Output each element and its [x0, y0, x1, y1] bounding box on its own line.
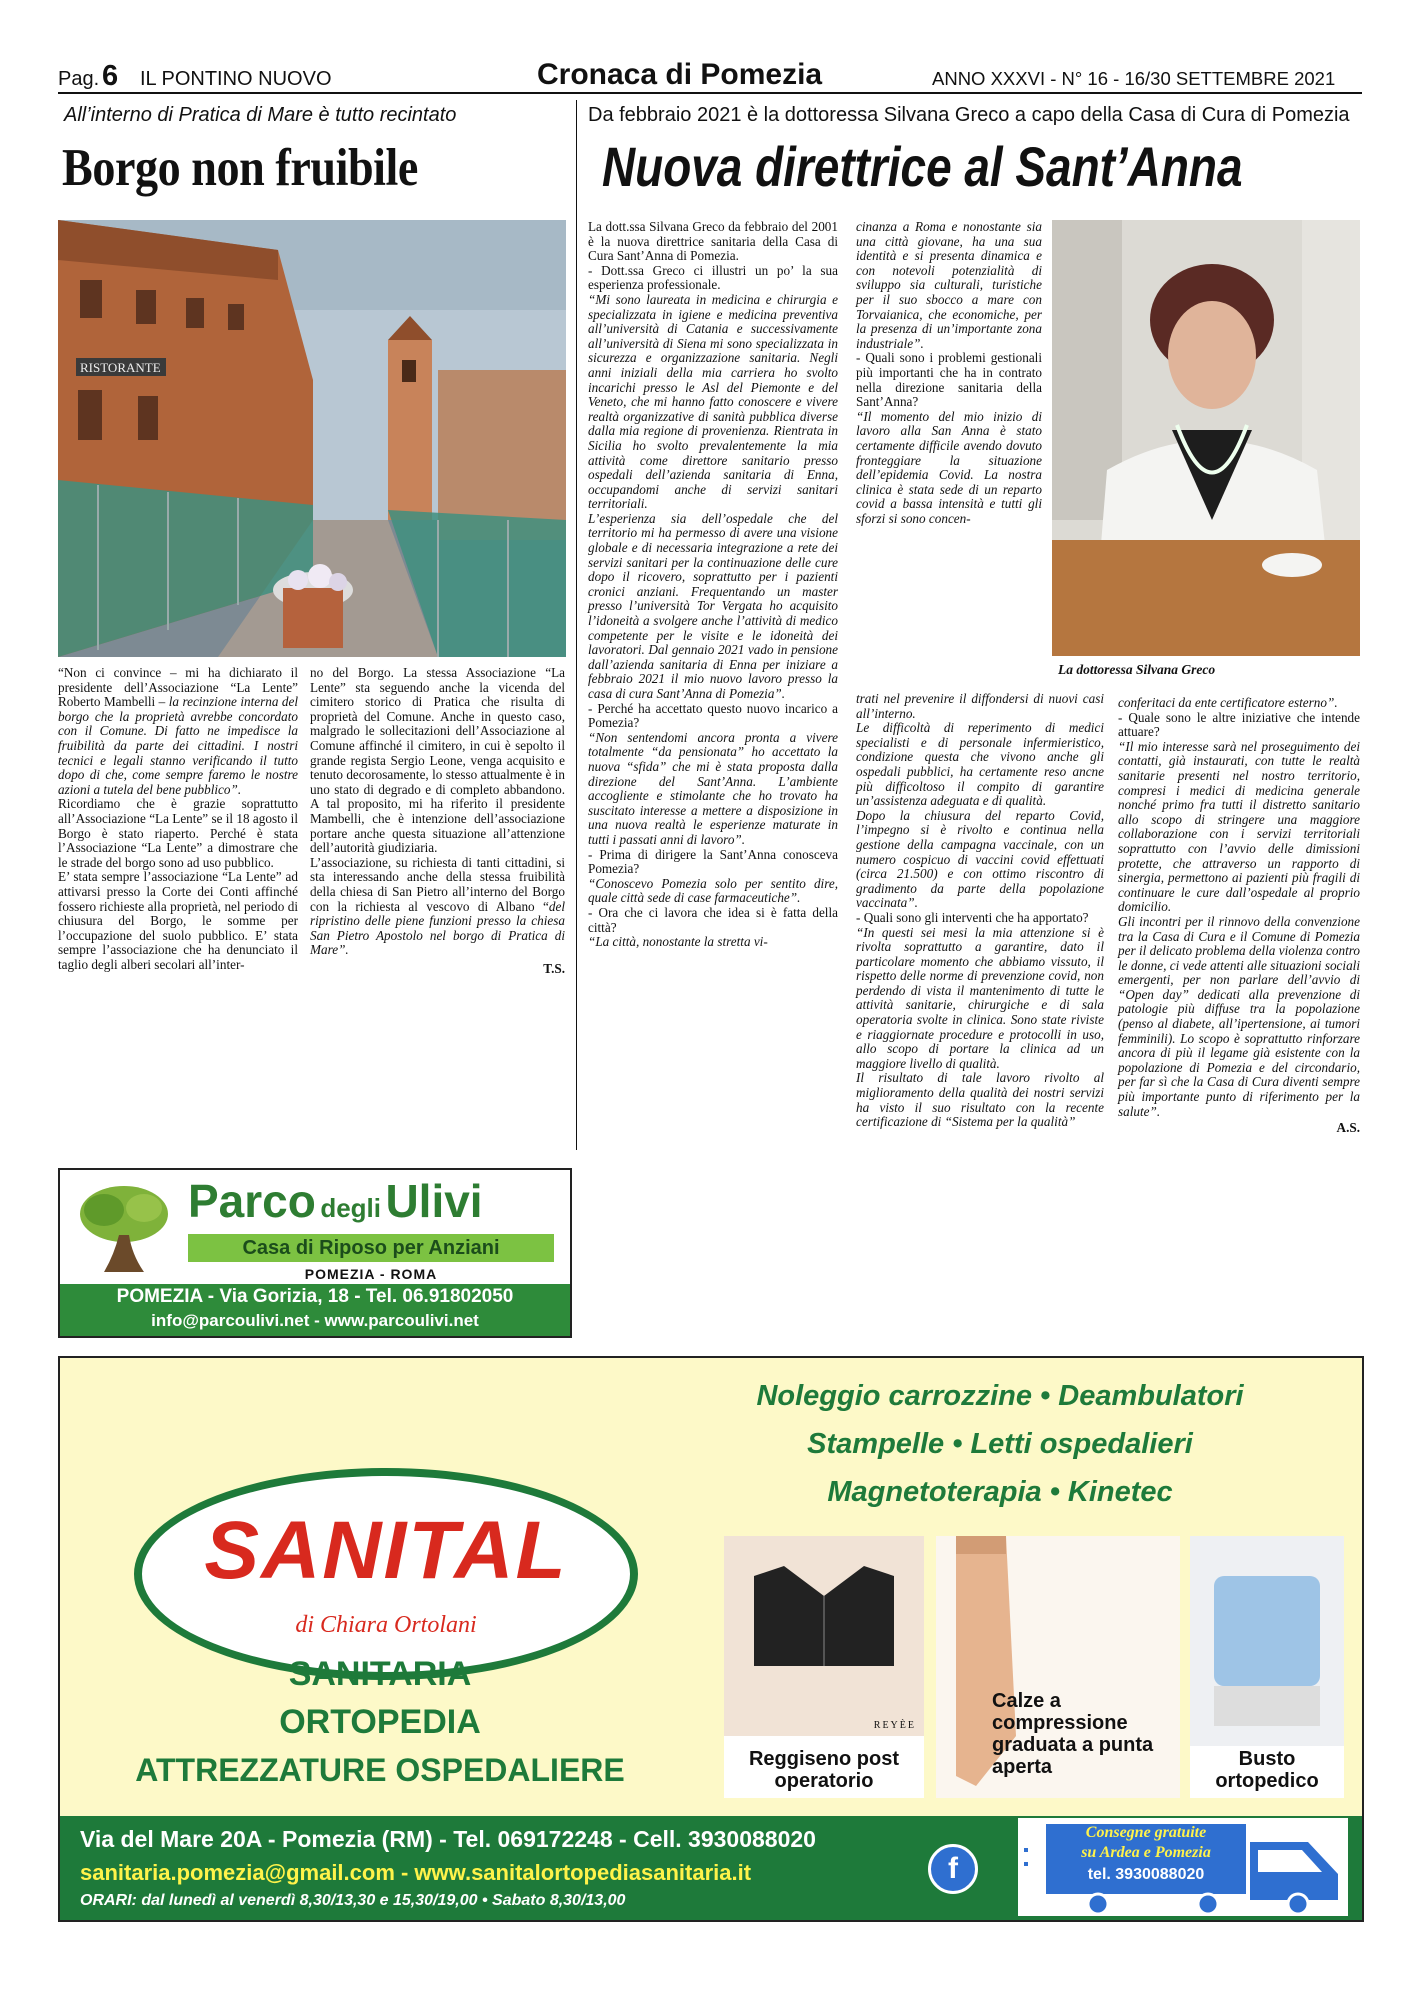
left-signature: T.S.: [543, 960, 565, 976]
service-line-3: Magnetoterapia • Kinetec: [827, 1476, 1173, 1508]
facebook-icon[interactable]: f: [928, 1844, 978, 1894]
parco-name: Parco degli Ulivi: [188, 1175, 483, 1227]
borgo-illustration: [58, 220, 566, 657]
column-divider: [576, 100, 577, 1150]
greco-photo: [1052, 220, 1360, 656]
sanital-contact-band: [60, 1816, 1362, 1920]
section-title: Cronaca di Pomezia: [537, 58, 823, 91]
brace-icon: [1190, 1536, 1344, 1746]
delivery-text-2: su Ardea e Pomezia: [1081, 1844, 1211, 1861]
page-label: Pag.: [58, 68, 100, 90]
header-rule: [58, 92, 1362, 94]
right-col-1: La dott.ssa Silvana Greco da febbraio del 2001 è la nuova direttrice sanitaria della Casa di Cura Sant’Anna di Pomezia. - Dott.ssa Greco ci illustri un po’ la sua esperienza professionale. “Mi sono laureata in medicina e chirurgia e specializzata in igiene e medicina preventiva all’università di Catania e successivamente all’università di Siena mi sono specializzata in sicurezza e organizzazione sanitaria. Negli anni iniziali della mia carriera ho svolto incarichi presso le Asl del Piemonte e del Veneto, che mi hanno fatto conoscere e vivere realtà organizzative di sanità pubblica diverse dalla mia regione di provenienza. Rientrata in Sicilia ho svolto prevalentemente la mia attività come direttore sanitario presso ospedali dell’azienda sanitaria di Enna, occupandomi anche di servizi sanitari territoriali. L’esperienza sia dell’ospedale che del territorio mi ha permesso di avere una visione globale e di necessaria integrazione a rete dei servizi sanitari per la continuazione delle cure dopo il ricovero, soprattutto per i pazienti cronici anziani. Frequentando un master presso l’università Tor Vergata ho acquisito l’idoneità a svolgere anche l’attività di medico competente per le visite e le idoneità dei lavoratori. Dal gennaio 2021 vado in pensione dall’azienda sanitaria di Enna per iniziare a febbraio 2021 il mio nuovo lavoro presso la casa di cura Sant’Anna di Pomezia”. - Perché ha accettato questo nuovo incarico a Pomezia? “Non sentendomi ancora pronta a vivere totalmente “da pensionata” ho accettato la nuova “sfida” che mi è stata proposta dalla direzione del Sant’Anna. L’ambiente accogliente e stimolante che ho trovato ha suscitato interesse a mettere a disposizione in una nuova realtà le esperienze maturate in tutti i passati anni di lavoro”. - Prima di dirigere la Sant’Anna conosceva Pomezia? “Conoscevo Pomezia solo per sentito dire, quale città sede di case farmaceutiche”. - Ora che ci lavora che idea si è fatta della città? “La città, nonostante la stretta vi-: [588, 219, 838, 950]
page-number: 6: [102, 60, 119, 92]
left-col-1: [58, 666, 298, 972]
photo-caption: La dottoressa Silvana Greco: [1058, 662, 1216, 677]
product-bra: [724, 1536, 924, 1798]
delivery-phone: tel. 3930088020: [1087, 1866, 1205, 1883]
service-line-2: Stampelle • Letti ospedalieri: [807, 1428, 1193, 1460]
left-kicker: All’interno di Pratica di Mare è tutto recintato: [64, 104, 457, 126]
right-signature: A.S.: [1336, 1120, 1360, 1136]
service-line-1: Noleggio carrozzine • Deambulatori: [756, 1380, 1244, 1412]
left-col2-p2: L’associazione, su richiesta di tanti cittadini, si sta interessando anche della stessa fruibilità della chiesa di San Pietro all’interno del Borgo con la richiesta al vescovo di Albano “del ripristino delle piene funzioni presso la chiesa San Pietro Apostolo nel borgo di Pratica di Mare”.: [310, 854, 565, 958]
bra-brand: REYÈE: [873, 1720, 916, 1731]
right-col-2b: trati nel prevenire il diffondersi di nuovi casi all’interno. Le difficoltà di reperimento di medici specialisti e di personale infermieristico, condizione questa che vivono anche gli ospedali pubblici, ha certamente reso ancne più difficoltoso il compito di garantire un’assistenza adeguata e di qualità. Dopo la chiusura del reparto Covid, l’impegno si è rivolto e continua nella gestione della campagna vaccinale, con un numero cospicuo di vaccini covid effettuati (circa 21.500) e con ottimo riscontro di gradimento da parte della popolazione vaccinata”. - Quali sono gli interventi che ha apportato? “In questi sei mesi la mia attenzione si è rivolta soprattutto a garantire, dato il particolare momento che abbiamo vissuto, il rispetto delle norme di prevenzione covid, non perdendo di vista il mantenimento di tutte le attività sanitarie, chirurgiche e di sala operatoria svolte in clinica. Sono state riviste e riaggiornate procedure e protocolli in uso, allo scopo di portare la clinica ad un maggiore livello di qualità. Il risultato di tale lavoro rivolto al miglioramento della qualità dei nostri servizi ha visto il suo risultato con la recente certificazione di “Sistema per la qualità”: [856, 691, 1104, 1130]
left-col-2: [310, 666, 565, 976]
left-col1-p2: Ricordiamo che è grazie soprattutto all’Associazione “La Lente” se il 18 agosto il Borgo è stato riaperto. Perché è stata l’Associazione “La Lente” a dimostrare che le strade del borgo sono ad uso pubblico.: [58, 796, 298, 870]
product-stockings: [936, 1536, 1180, 1798]
parco-address: POMEZIA - Via Gorizia, 18 - Tel. 06.91802050: [116, 1286, 514, 1307]
parco-web: info@parcoulivi.net - www.parcoulivi.net: [151, 1311, 479, 1330]
parco-place: POMEZIA - ROMA: [304, 1266, 438, 1282]
borgo-photo: [58, 220, 566, 657]
page-header: [58, 60, 1362, 96]
categories: [60, 1650, 700, 1794]
stocking-label: Calze a compressione graduata a punta aperta: [992, 1690, 1154, 1778]
issue-info: ANNO XXXVI - N° 16 - 16/30 SETTEMBRE 2021: [932, 68, 1336, 89]
olive-tree-icon: [74, 1180, 174, 1276]
delivery-text-1: Consegne gratuite: [1085, 1824, 1207, 1841]
sanital-web: sanitaria.pomezia@gmail.com - www.sanitalortopediasanitaria.it: [80, 1860, 752, 1885]
left-title: Borgo non fruibile: [62, 139, 418, 197]
right-title: Nuova direttrice al Sant’Anna: [602, 135, 1243, 198]
brace-label: Busto ortopedico: [1215, 1748, 1319, 1792]
sanital-ad: [58, 1356, 1364, 1922]
sanital-logo: [134, 1468, 638, 1680]
left-col2-p1: no del Borgo. La stessa Associazione “La Lente” sta seguendo anche la vicenda del cimitero storico di Pratica che risulta di proprietà del Comune. Anche in questo caso, malgrado le sollecitazioni dell’Associazione al Comune affinché il cimitero, in cui è sepolto il grande regista Sergio Leone, venga acquisito e tenuto decorosamente, lo stesso attualmente è in uno stato di degrado e di completo abbandono. A tal proposito, mi ha riferito il presidente Mambelli, che è intenzione dell’associazione portare anche questa situazione all’attenzione dell’autorità giudiziaria.: [310, 665, 565, 856]
right-col-2a: cinanza a Roma e nonostante sia una città giovane, ha una sua identità e si presenta dinamica e con notevoli potenzialità di sviluppo sia culturali, turistiche per il suo sbocco a mare con Torvaianica, che economiche, per la presenza di un’importante zona industriale”. - Quali sono i problemi gestionali più importanti che ha in contrato nella direzione sanitaria della Sant’Anna? “Il momento del mio inizio di lavoro alla San Anna è stato certamente difficile avendo dovuto fronteggiare la situazione dell’epidemia Covid. La nostra clinica è stata sede di un reparto covid a bassa intensità e tutti gli sforzi si sono concen-: [856, 219, 1042, 526]
category-sanitaria: SANITARIA: [288, 1655, 472, 1693]
photo-sign: RISTORANTE: [80, 360, 161, 375]
sanital-logo-sub: di Chiara Ortolani: [295, 1612, 477, 1638]
paper-name: IL PONTINO NUOVO: [140, 68, 332, 90]
category-ortopedia: ORTOPEDIA: [279, 1703, 481, 1741]
product-brace: [1190, 1536, 1344, 1798]
sanital-hours: ORARI: dal lunedì al venerdì 8,30/13,30 e 15,30/19,00 • Sabato 8,30/13,00: [80, 1892, 626, 1909]
bra-label: Reggiseno post operatorio: [748, 1748, 899, 1792]
parco-contact-band: [60, 1284, 570, 1336]
delivery-box: [1018, 1818, 1348, 1916]
parco-subtitle: Casa di Riposo per Anziani: [188, 1234, 554, 1262]
left-col1-p3: E’ stata sempre l’associazione “La Lente” ad attivarsi presso la Corte dei Conti affinché fossero richieste alla proprietà, nel periodo di chiusura del Borgo, le somme per l’occupazione del suolo pubblico. E’ stata sempre l’associazione che ha denunciato il taglio degli alberi secolari all’inter-: [58, 869, 298, 972]
left-col1-p1: “Non ci convince – mi ha dichiarato il presidente dell’Associazione “La Lente” Roberto Mambelli – la recinzione interna del borgo che la proprietà avrebbe concordato con il Comune. Di fatto ne impedisce la fruibilità da parte dei cittadini. I nostri tecnici e legali stanno verificando il tutto dopo di che, come sempre faremo le nostre azioni a tutela del bene pubblico”.: [58, 665, 299, 797]
sanital-address: Via del Mare 20A - Pomezia (RM) - Tel. 069172248 - Cell. 3930088020: [80, 1826, 816, 1852]
parco-ulivi-ad: [58, 1168, 572, 1338]
right-kicker: Da febbraio 2021 è la dottoressa Silvana Greco a capo della Casa di Cura di Pomezia: [588, 104, 1350, 126]
bra-icon: [724, 1536, 924, 1736]
category-attrezzature: ATTREZZATURE OSPEDALIERE: [135, 1752, 625, 1788]
right-col-3: conferitaci da ente certificatore esterno”. - Quale sono le altre iniziative che intende attuare? “Il mio interesse sarà nel proseguimento dei contatti, già instaurati, con tutte le realtà sanitarie presenti nel nostro territorio, compresi i medici di medicina generale nonché primo fra tutti il distretto sanitario allo scopo di stringere una maggiore collaborazione con i servizi territoriali soprattutto con l’avvio delle dimissioni protette, che attraverso un rapporto di sinergia, permettono ai pazienti più fragili di continuare le cure dall’ospedale al proprio domicilio. Gli incontri per il rinnovo della convenzione tra la Casa di Cura e il Comune di Pomezia per il delicato problema della violenza contro le donne, ci vede attenti alle situazioni sociali emergenti, per non parlare dell’avvio di “Open day” dedicati alla prevenzione di patologie più diffuse tra la popolazione (penso al diabete, all’ipertensione, ai tumori femminili). Lo scopo è soprattutto rinforzare ancora di più il legame già esistente con la popolazione di Pomezia e del circondario, per far sì che la Casa di Cura diventi sempre più importante punto di riferimento per la salute”. A.S.: [1118, 695, 1360, 1136]
portrait-illustration: [1052, 220, 1360, 656]
services-list: [700, 1372, 1300, 1516]
sanital-logo-text: SANITAL: [204, 1505, 568, 1596]
